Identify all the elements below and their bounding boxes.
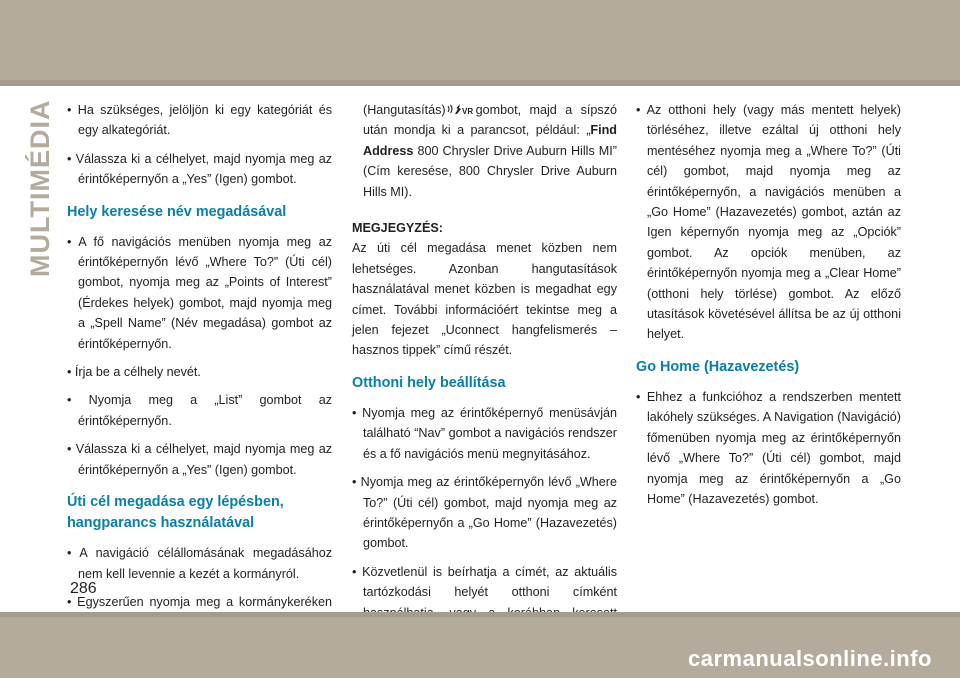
text-column-3 bbox=[636, 100, 901, 517]
top-header-band bbox=[0, 0, 960, 86]
text-column-2 bbox=[352, 100, 617, 651]
watermark-text: carmanualsonline.info bbox=[688, 646, 932, 671]
list-item: • A fő navigációs menüben nyomja meg az érintőképernyőn lévő „Where To?” (Úti cél) gombot, nyomja meg az „Points of Interest” (Érdekes helyek) gombot, majd nyomja meg a „Spell Name” (Név megadása) gombot az érintőképernyőn. bbox=[67, 234, 332, 351]
note-text: Az úti cél megadása menet közben nem lehetséges. Azonban hangutasítások használatával menet közben is megadhat egy címet. További információért tekintse meg a jelen fejezet „Uconnect hangfelismerés – hasznos tippek” című részét. bbox=[352, 241, 617, 358]
address-example: 800 Chrysler Drive Auburn Hills MI” (Cím keresése, 800 Chrysler Drive Auburn Hills MI). bbox=[363, 143, 617, 199]
heading-line: hangparancs használatával bbox=[67, 515, 255, 532]
heading-name-search: Hely keresése név megadásával bbox=[67, 203, 287, 220]
top-header-rule bbox=[0, 80, 960, 86]
bottom-footer-rule bbox=[0, 612, 960, 617]
voice-command-text: gombot, majd a sípszó után mondja ki a parancsot, például: „ bbox=[363, 103, 617, 138]
continued-paragraph bbox=[352, 100, 617, 202]
note-title: MEGJEGYZÉS: bbox=[352, 221, 443, 236]
page-number: 286 bbox=[70, 580, 97, 597]
heading-line: Úti cél megadása egy lépésben, bbox=[67, 494, 284, 511]
voice-command-label: (Hangutasítás) bbox=[363, 103, 446, 117]
list-item: • Nyomja meg az érintőképernyő menüsávján található “Nav” gombot a navigációs rendszer és a fő navigációs menü megnyitásához. bbox=[352, 405, 617, 461]
list-item: • Egyszerűen nyomja meg a kormánykeréken bbox=[67, 594, 332, 609]
voice-command-vr-icon bbox=[446, 102, 476, 116]
heading-go-home: Go Home (Hazavezetés) bbox=[636, 358, 800, 375]
list-item: • Az otthoni hely (vagy más mentett helyek) törléséhez, illetve ezáltal új otthoni hely mentéséhez nyomja meg a „Where To?” (Úti cél) gombot, majd nyomja meg az érintőképernyőn, a navigációs menüben a „Go Home” (Hazavezetés) gombot, aztán az Igen képernyőn nyomja meg az „Opciók” gombot. Az opciók menüben, az érintőképernyőn nyomja meg a „Clear Home” (otthoni hely törlése) gombot. Az előző utasítások követésével állítsa be az új otthoni helyet. bbox=[636, 103, 901, 342]
list-item: • Válassza ki a célhelyet, majd nyomja meg az érintőképernyőn a „Yes” (Igen) gombot. bbox=[67, 442, 332, 477]
list-item: • Ha szükséges, jelöljön ki egy kategóriát és egy alkategóriát. bbox=[67, 103, 332, 138]
list-item: • A navigáció célállomásának megadásához nem kell levennie a kezét a kormányról. bbox=[67, 546, 332, 581]
section-side-label: MULTIMÉDIA bbox=[25, 99, 55, 277]
list-item: • Nyomja meg a „List” gombot az érintőképernyőn. bbox=[67, 393, 332, 428]
text-column-1 bbox=[67, 100, 332, 641]
list-item: • Közvetlenül is beírhatja a címét, az aktuális tartózkodási helyét otthoni címként bbox=[352, 564, 617, 600]
list-item: • Ehhez a funkcióhoz a rendszerben mentett lakóhely szükséges. A Navigation (Navigáció) főmenüben nyomja meg az érintőképernyőn lévő „Where To?” (Úti cél) gombot, majd nyomja meg az érintőképernyőn a „Go Home” (Hazavezetés) gombot. bbox=[636, 389, 901, 506]
heading-one-step-voice bbox=[67, 492, 332, 534]
list-item: • Válassza ki a célhelyet, majd nyomja meg az érintőképernyőn a „Yes” (Igen) gombot. bbox=[67, 151, 332, 187]
list-item: • Nyomja meg az érintőképernyőn lévő „Where To?” (Úti cél) gombot, majd nyomja meg az érintőképernyőn a „Go Home” (Hazavezetés) gombot. bbox=[352, 475, 617, 551]
svg-text:VR: VR bbox=[461, 107, 473, 116]
list-item: • Írja be a célhely nevét. bbox=[67, 365, 201, 380]
heading-home-setup: Otthoni hely beállítása bbox=[352, 374, 506, 391]
find-address-phrase: Find Address bbox=[363, 123, 617, 158]
